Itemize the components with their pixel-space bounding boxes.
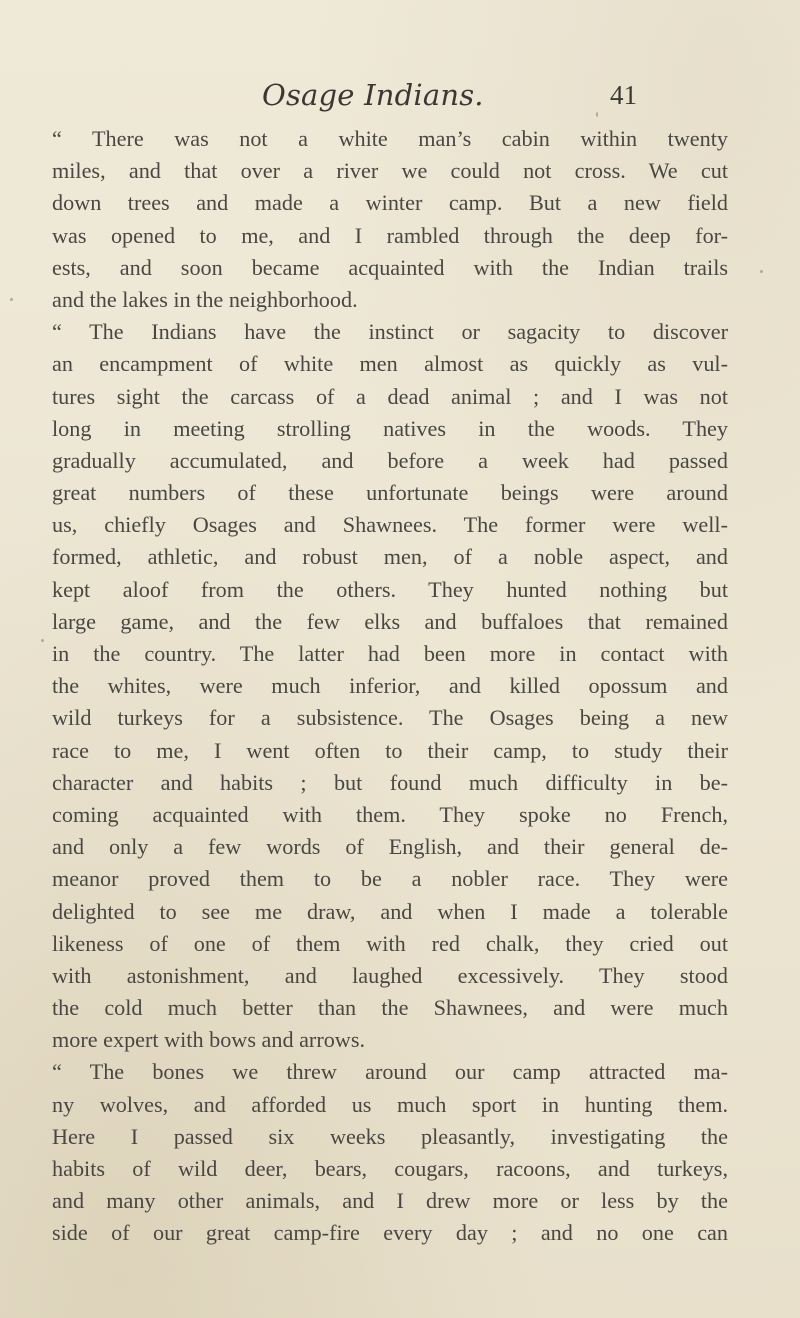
text-line: wild turkeys for a subsistence. The Osages being a new xyxy=(52,705,728,731)
text-line: us, chiefly Osages and Shawnees. The former were well- xyxy=(52,512,728,538)
text-line: down trees and made a winter camp. But a new field xyxy=(52,190,728,216)
body-text xyxy=(52,123,728,1250)
text-line: ny wolves, and afforded us much sport in hunting them. xyxy=(52,1091,728,1117)
text-line: Here I passed six weeks pleasantly, investigating the xyxy=(52,1123,728,1149)
text-line: gradually accumulated, and before a week had passed xyxy=(52,447,728,473)
running-title: Osage Indians. xyxy=(262,78,484,112)
text-line: the whites, were much inferior, and killed opossum and xyxy=(52,673,728,699)
text-line: the cold much better than the Shawnees, and were much xyxy=(52,995,728,1021)
text-line: likeness of one of them with red chalk, they cried out xyxy=(52,930,728,956)
text-line: an encampment of white men almost as quickly as vul- xyxy=(52,351,728,377)
text-line: large game, and the few elks and buffaloes that remained xyxy=(52,608,728,634)
page-header xyxy=(0,78,800,118)
text-line: habits of wild deer, bears, cougars, racoons, and turkeys, xyxy=(52,1156,728,1181)
paper-speck xyxy=(760,270,763,273)
text-line: “ There was not a white man’s cabin within twenty xyxy=(52,126,728,151)
text-line: with astonishment, and laughed excessively. They stood xyxy=(52,962,728,988)
text-line: was opened to me, and I rambled through the deep for- xyxy=(52,222,728,248)
text-line: meanor proved them to be a nobler race. They were xyxy=(52,866,728,892)
text-line: “ The bones we threw around our camp attracted ma- xyxy=(52,1059,728,1085)
text-line: kept aloof from the others. They hunted nothing but xyxy=(52,576,728,602)
text-line: miles, and that over a river we could not cross. We cut xyxy=(52,158,728,184)
text-line: and only a few words of English, and their general de- xyxy=(52,834,728,860)
text-line: ests, and soon became acquainted with the Indian trails xyxy=(52,254,728,280)
text-line: in the country. The latter had been more in contact with xyxy=(52,641,728,666)
text-line: side of our great camp-fire every day ; and no one can xyxy=(52,1220,728,1246)
text-line: character and habits ; but found much difficulty in be- xyxy=(52,769,728,795)
paper-speck xyxy=(10,298,13,301)
text-line: and the lakes in the neighborhood. xyxy=(52,286,358,312)
text-line: tures sight the carcass of a dead animal ; and I was not xyxy=(52,383,728,409)
text-line: coming acquainted with them. They spoke no French, xyxy=(52,801,728,827)
text-line: great numbers of these unfortunate beings were around xyxy=(52,480,728,506)
text-line: formed, athletic, and robust men, of a noble aspect, and xyxy=(52,544,728,570)
text-line: delighted to see me draw, and when I made a tolerable xyxy=(52,898,728,924)
text-line: more expert with bows and arrows. xyxy=(52,1027,366,1053)
text-line: race to me, I went often to their camp, to study their xyxy=(52,737,728,763)
paper-speck xyxy=(596,112,598,117)
page-number: 41 xyxy=(610,80,637,110)
text-line: long in meeting strolling natives in the woods. They xyxy=(52,415,728,441)
text-line: and many other animals, and I drew more or less by the xyxy=(52,1188,728,1214)
text-line: “ The Indians have the instinct or sagacity to discover xyxy=(52,319,728,345)
paper-speck xyxy=(41,639,44,642)
